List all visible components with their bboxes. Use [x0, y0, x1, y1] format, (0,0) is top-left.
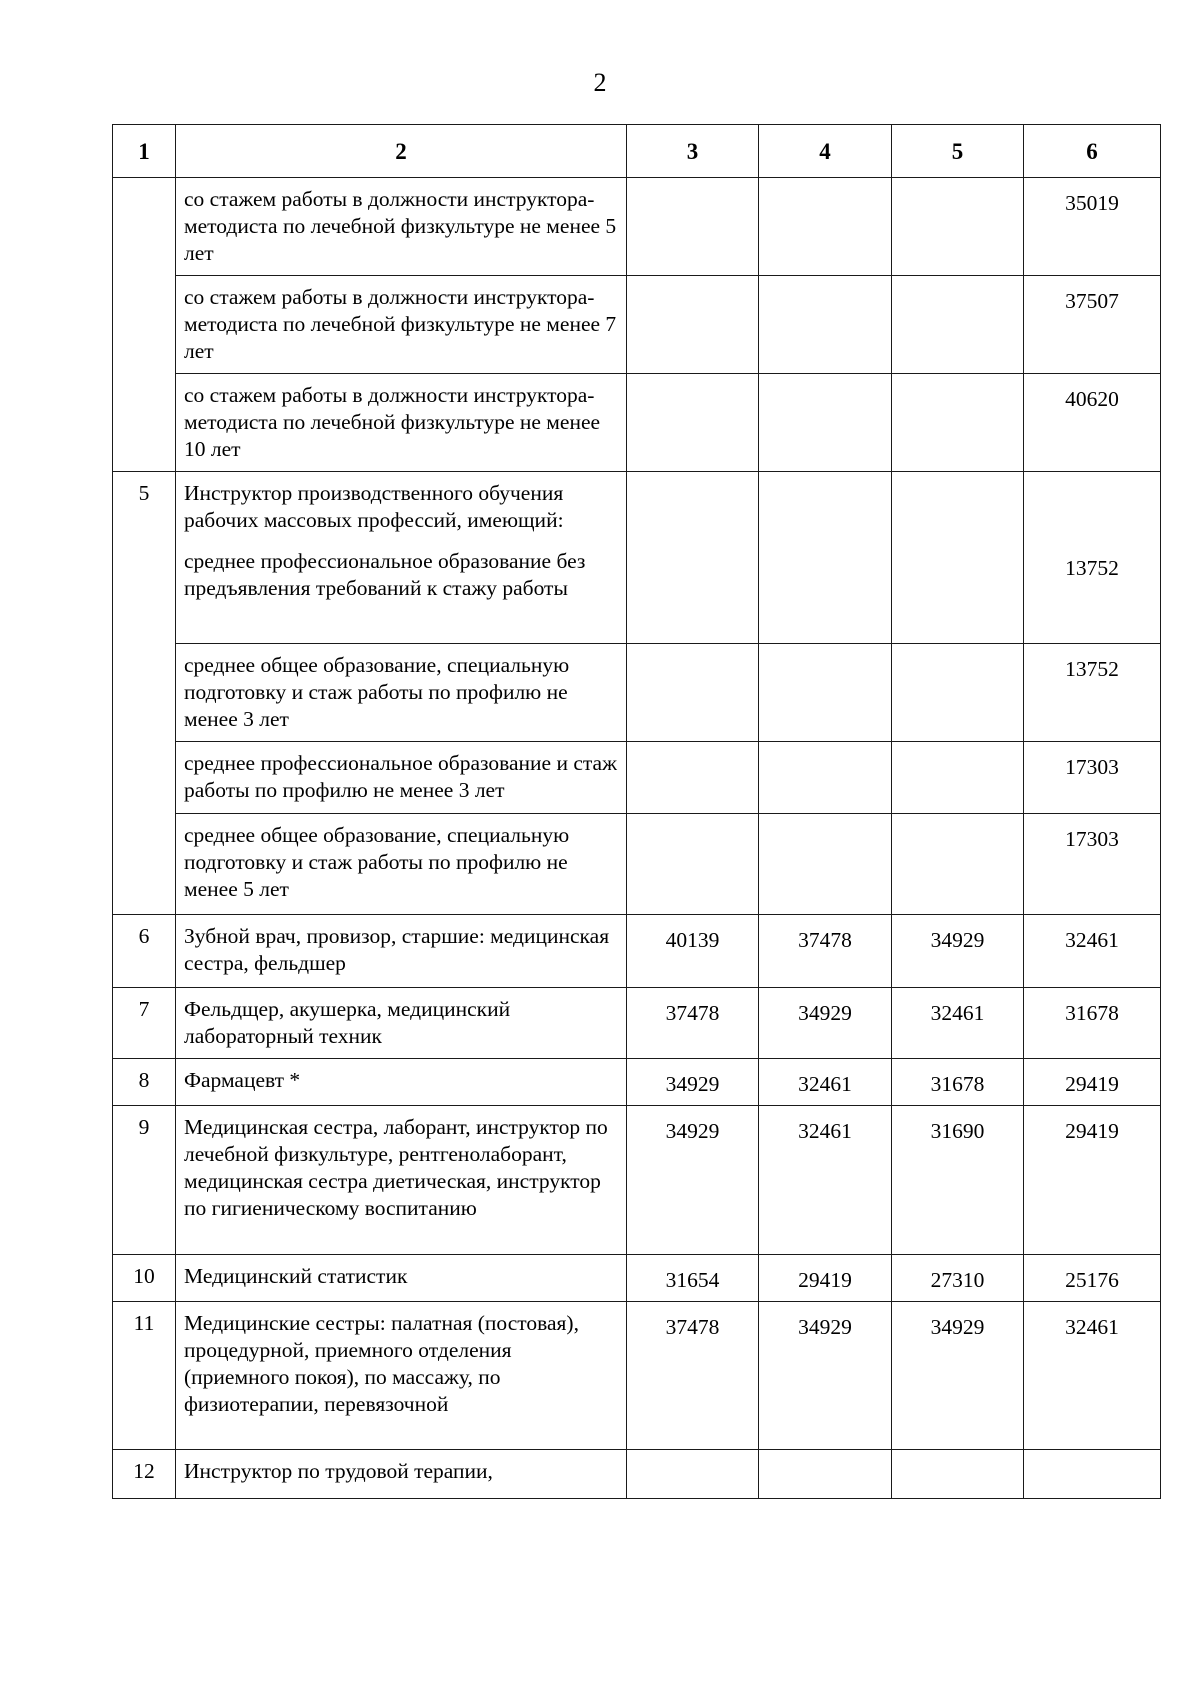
- value-cell: 31690: [892, 1106, 1024, 1255]
- description-cell: Медицинский статистик: [176, 1255, 627, 1302]
- value-cell: 32461: [1024, 1302, 1161, 1450]
- table-row: [113, 1059, 1161, 1106]
- value-cell: 31654: [627, 1255, 759, 1302]
- header-cell: 1: [113, 125, 176, 178]
- value-cell: 31678: [892, 1059, 1024, 1106]
- value-cell: 37478: [759, 915, 892, 988]
- value-cell: [759, 374, 892, 472]
- group-subitem: среднее профессиональное образование без предъявления требований к стажу работы: [184, 549, 586, 600]
- value-cell: [892, 814, 1024, 915]
- value-cell: [627, 178, 759, 276]
- description-cell: среднее профессиональное образование и стаж работы по профилю не менее 3 лет: [176, 742, 627, 814]
- row-number-cell: 12: [113, 1450, 176, 1499]
- value-cell: [759, 644, 892, 742]
- value-cell: [892, 742, 1024, 814]
- value-cell: 27310: [892, 1255, 1024, 1302]
- value-cell: 35019: [1024, 178, 1161, 276]
- table-row: [113, 472, 1161, 644]
- value-cell: [759, 1450, 892, 1499]
- table-row: [113, 915, 1161, 988]
- value-cell: 37478: [627, 1302, 759, 1450]
- value-cell: 29419: [759, 1255, 892, 1302]
- row-number-cell: 8: [113, 1059, 176, 1106]
- description-cell: Фельдщер, акушерка, медицинский лабораторный техник: [176, 988, 627, 1059]
- value-cell: [892, 472, 1024, 644]
- table-row: [113, 276, 1161, 374]
- value-cell: 17303: [1024, 742, 1161, 814]
- value-cell: 34929: [892, 915, 1024, 988]
- header-cell: 6: [1024, 125, 1161, 178]
- page-number: 2: [593, 68, 607, 97]
- group-title: Инструктор производственного обучения рабочих массовых профессий, имеющий:: [184, 481, 564, 532]
- value-cell: 40620: [1024, 374, 1161, 472]
- value-cell: [627, 742, 759, 814]
- row-number-cell: 9: [113, 1106, 176, 1255]
- value-cell: 17303: [1024, 814, 1161, 915]
- spacer: [184, 534, 620, 548]
- row-number-cell: 10: [113, 1255, 176, 1302]
- value-cell: [892, 644, 1024, 742]
- description-cell: среднее общее образование, специальную подготовку и стаж работы по профилю не менее 5 лет: [176, 814, 627, 915]
- value-cell: 34929: [892, 1302, 1024, 1450]
- table-row: [113, 1255, 1161, 1302]
- description-cell: Инструктор по трудовой терапии,: [176, 1450, 627, 1499]
- value-cell: [759, 742, 892, 814]
- description-cell: со стажем работы в должности инструктора-методиста по лечебной физкультуре не менее 7 лет: [176, 276, 627, 374]
- value-cell: [627, 472, 759, 644]
- description-cell: [176, 472, 627, 644]
- row-number-cell: 6: [113, 915, 176, 988]
- value-cell: 34929: [759, 988, 892, 1059]
- table-row: [113, 1302, 1161, 1450]
- value-cell: 32461: [892, 988, 1024, 1059]
- description-cell: Медицинская сестра, лаборант, инструктор по лечебной физкультуре, рентгенолаборант, медицинская сестра диетическая, инструктор по гигиеническому воспитанию: [176, 1106, 627, 1255]
- salary-table: [112, 124, 1161, 1499]
- row-number-cell: 11: [113, 1302, 176, 1450]
- value-cell: [627, 374, 759, 472]
- value-cell: [759, 276, 892, 374]
- description-cell: Фармацевт *: [176, 1059, 627, 1106]
- table-row: [113, 1106, 1161, 1255]
- value-cell: [892, 178, 1024, 276]
- value-cell: 13752: [1024, 472, 1161, 644]
- value-cell: 34929: [759, 1302, 892, 1450]
- value-cell: [892, 1450, 1024, 1499]
- value-cell: 29419: [1024, 1106, 1161, 1255]
- header-cell: 2: [176, 125, 627, 178]
- value-cell: [759, 472, 892, 644]
- table-row: [113, 742, 1161, 814]
- value-cell: 37478: [627, 988, 759, 1059]
- description-cell: Зубной врач, провизор, старшие: медицинская сестра, фельдшер: [176, 915, 627, 988]
- header-cell: 5: [892, 125, 1024, 178]
- row-number-cell: 5: [113, 472, 176, 915]
- description-cell: Медицинские сестры: палатная (постовая), процедурной, приемного отделения (приемного покоя), по массажу, по физиотерапии, перевязочной: [176, 1302, 627, 1450]
- description-cell: среднее общее образование, специальную подготовку и стаж работы по профилю не менее 3 лет: [176, 644, 627, 742]
- value-cell: 37507: [1024, 276, 1161, 374]
- table-row: [113, 644, 1161, 742]
- value-cell: 13752: [1024, 644, 1161, 742]
- value-cell: [627, 814, 759, 915]
- value-cell: [627, 276, 759, 374]
- value-cell: [627, 1450, 759, 1499]
- value-cell: [759, 178, 892, 276]
- table-row: [113, 374, 1161, 472]
- table-row: [113, 988, 1161, 1059]
- value-cell: 32461: [759, 1106, 892, 1255]
- value-cell: [759, 814, 892, 915]
- value-cell: 25176: [1024, 1255, 1161, 1302]
- value-cell: 32461: [1024, 915, 1161, 988]
- value-cell: 40139: [627, 915, 759, 988]
- value-cell: [892, 276, 1024, 374]
- value-cell: 34929: [627, 1059, 759, 1106]
- value-cell: 31678: [1024, 988, 1161, 1059]
- description-cell: со стажем работы в должности инструктора-методиста по лечебной физкультуре не менее 5 лет: [176, 178, 627, 276]
- header-cell: 4: [759, 125, 892, 178]
- table-row: [113, 178, 1161, 276]
- value-cell: 32461: [759, 1059, 892, 1106]
- header-cell: 3: [627, 125, 759, 178]
- value-cell: 29419: [1024, 1059, 1161, 1106]
- value-cell: [892, 374, 1024, 472]
- table-header-row: [113, 125, 1161, 178]
- table-row: [113, 1450, 1161, 1499]
- row-number-cell: [113, 178, 176, 472]
- value-cell: [1024, 1450, 1161, 1499]
- description-cell: со стажем работы в должности инструктора-методиста по лечебной физкультуре не менее 10 лет: [176, 374, 627, 472]
- value-cell: 34929: [627, 1106, 759, 1255]
- row-number-cell: 7: [113, 988, 176, 1059]
- value-cell: [627, 644, 759, 742]
- table-row: [113, 814, 1161, 915]
